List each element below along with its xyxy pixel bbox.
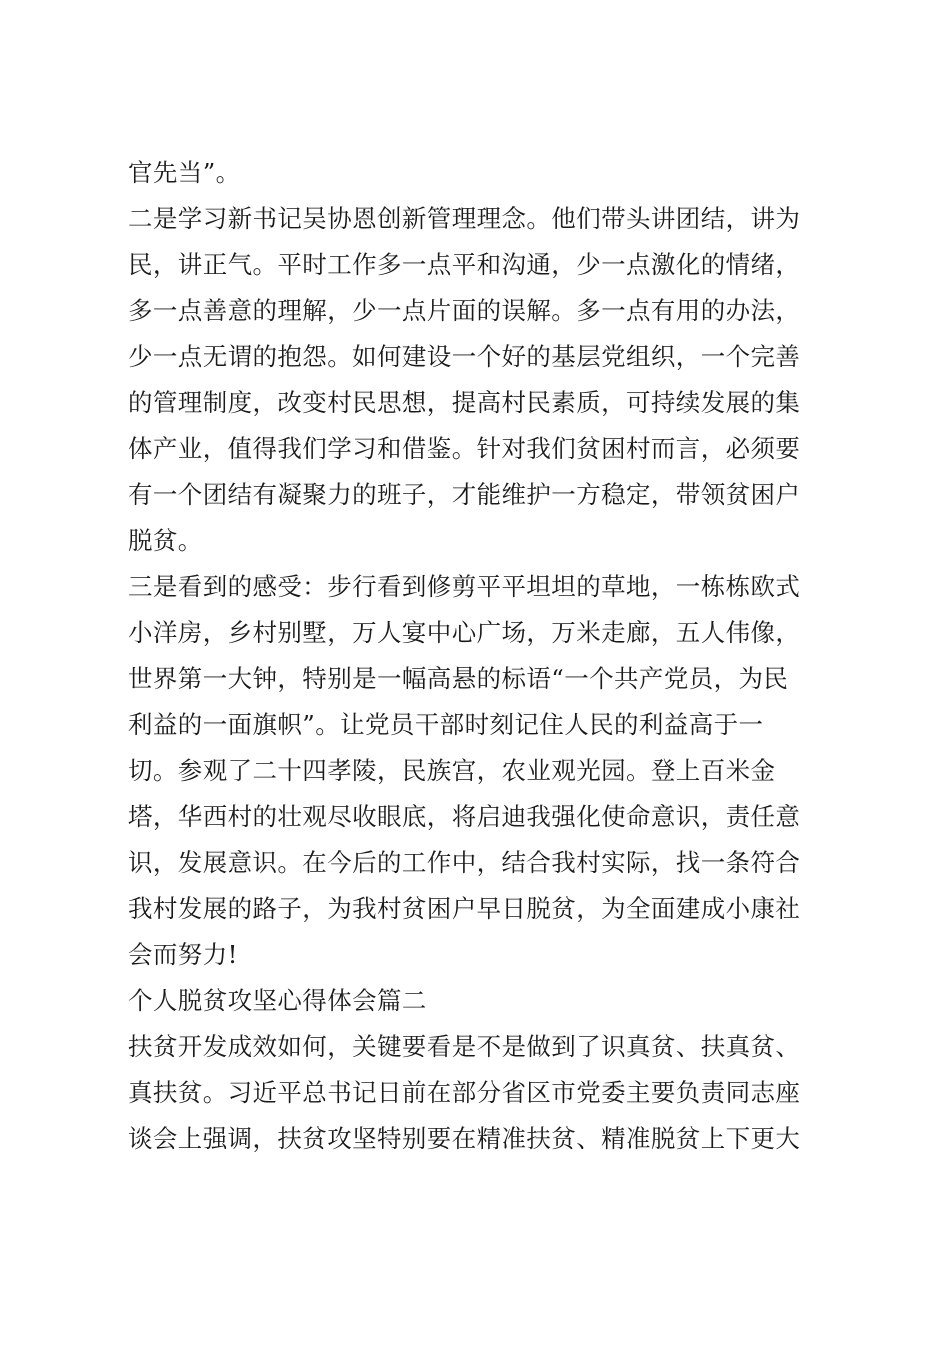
- document-body: [128, 150, 828, 1162]
- text-line: 二是学习新书记吴协恩创新管理理念。他们带头讲团结，讲为: [128, 204, 801, 233]
- text-line: 体产业，值得我们学习和借鉴。针对我们贫困村而言，必须要: [128, 434, 801, 463]
- text-line: 扶贫开发成效如何，关键要看是不是做到了识真贫、扶真贫、: [128, 1032, 801, 1061]
- text-line: 识，发展意识。在今后的工作中，结合我村实际，找一条符合: [128, 848, 801, 877]
- section-heading: 个人脱贫攻坚心得体会篇二: [128, 986, 427, 1015]
- text-line: 小洋房，乡村别墅，万人宴中心广场，万米走廊，五人伟像，: [128, 618, 801, 647]
- text-line: 会而努力!: [128, 940, 238, 969]
- text-line: 有一个团结有凝聚力的班子，才能维护一方稳定，带领贫困户: [128, 480, 801, 509]
- text-line: 脱贫。: [128, 526, 203, 555]
- text-line: 的管理制度，改变村民思想，提高村民素质，可持续发展的集: [128, 388, 801, 417]
- text-line: 真扶贫。习近平总书记日前在部分省区市党委主要负责同志座: [128, 1078, 801, 1107]
- text-line: 三是看到的感受：步行看到修剪平平坦坦的草地，一栋栋欧式: [128, 572, 801, 601]
- text-line: 塔，华西村的壮观尽收眼底，将启迪我强化使命意识，责任意: [128, 802, 801, 831]
- text-line: 我村发展的路子，为我村贫困户早日脱贫，为全面建成小康社: [128, 894, 801, 923]
- text-line: 官先当”。: [128, 158, 241, 187]
- text-line: 多一点善意的理解，少一点片面的误解。多一点有用的办法，: [128, 296, 801, 325]
- text-line: 谈会上强调，扶贫攻坚特别要在精准扶贫、精准脱贫上下更大: [128, 1124, 801, 1153]
- text-line: 切。参观了二十四孝陵，民族宫，农业观光园。登上百米金: [128, 756, 776, 785]
- text-line: 民，讲正气。平时工作多一点平和沟通，少一点激化的情绪，: [128, 250, 801, 279]
- text-line: 世界第一大钟，特别是一幅高悬的标语“一个共产党员，为民: [128, 664, 789, 693]
- text-line: 少一点无谓的抱怨。如何建设一个好的基层党组织，一个完善: [128, 342, 801, 371]
- text-line: 利益的一面旗帜”。让党员干部时刻记住人民的利益高于一: [128, 710, 764, 739]
